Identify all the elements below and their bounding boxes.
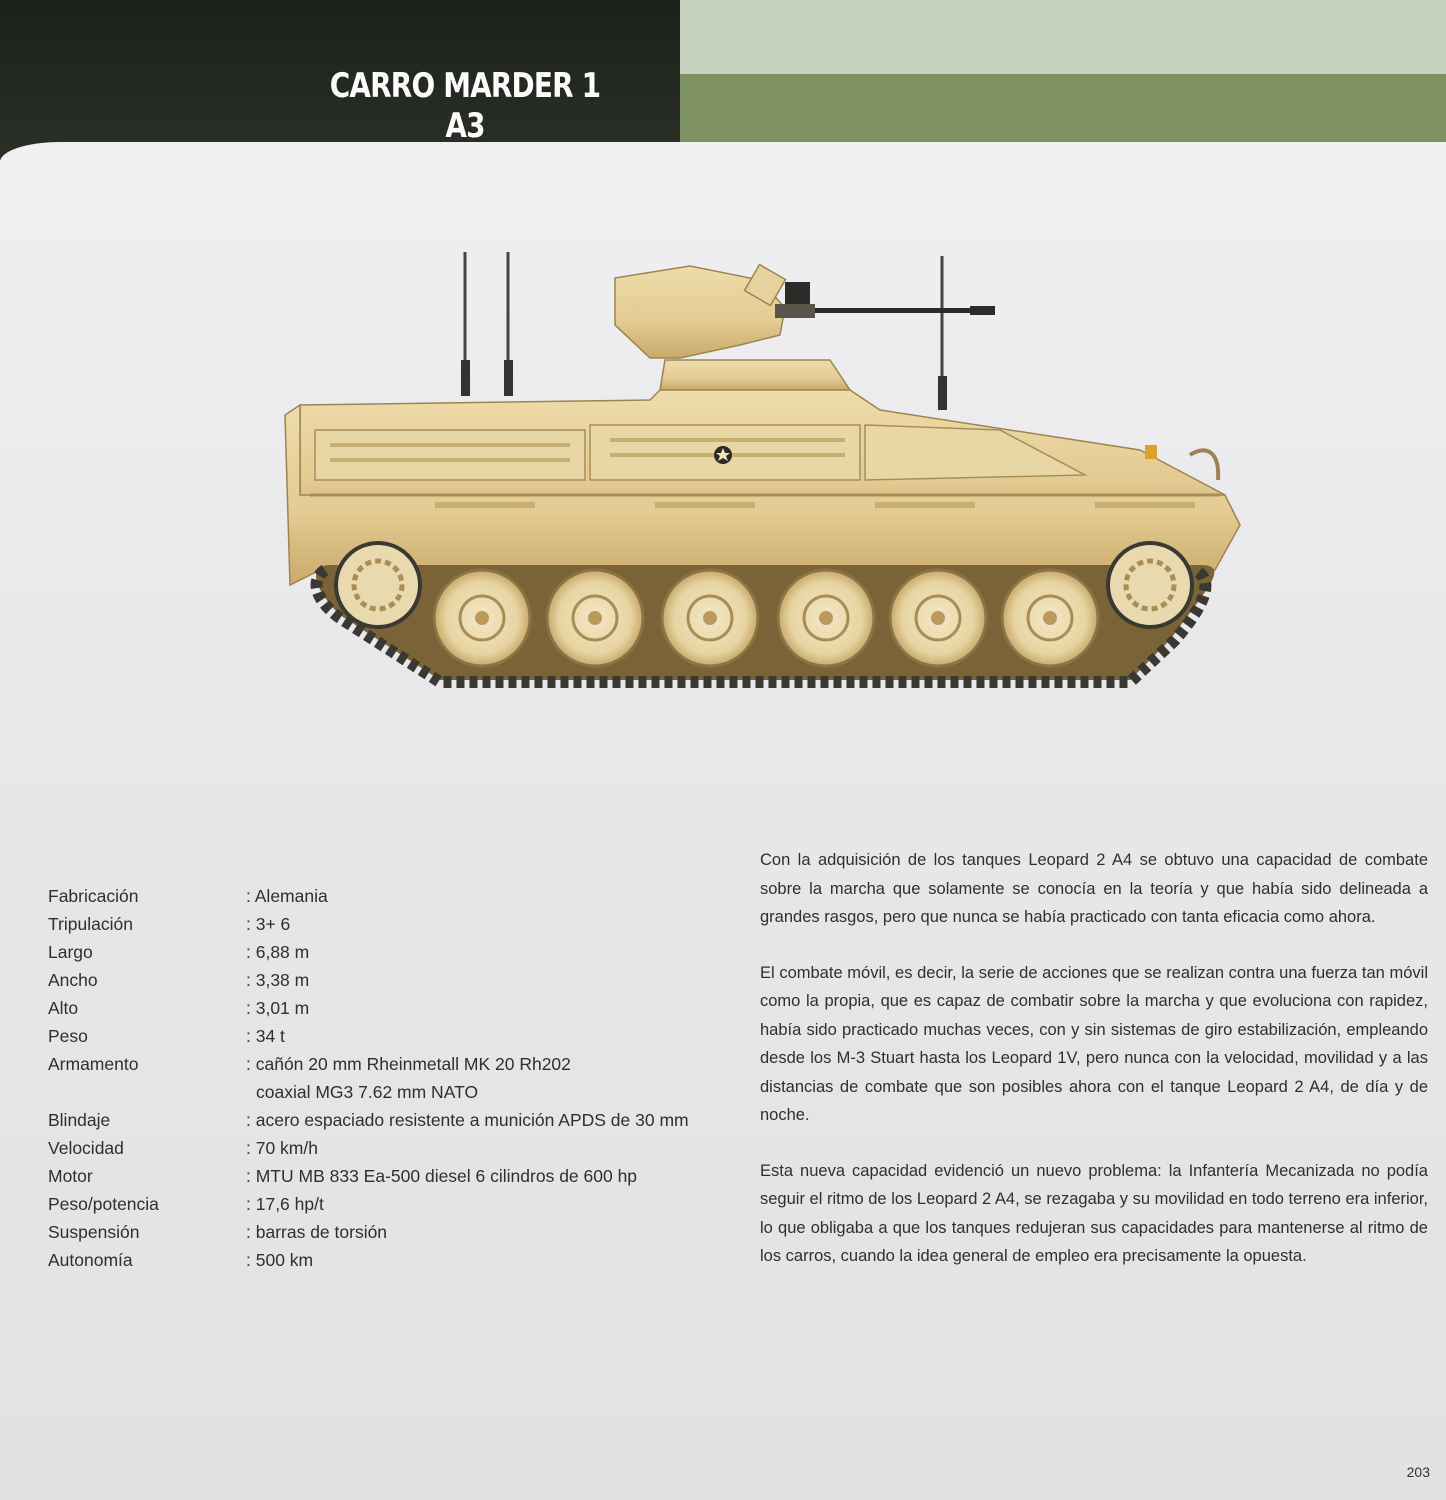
spec-row [48, 1050, 708, 1106]
spec-label: Velocidad [48, 1138, 124, 1158]
spec-label: Alto [48, 998, 79, 1018]
spec-row [48, 966, 708, 994]
spec-row [48, 994, 708, 1022]
spec-label: Autonomía [48, 1250, 133, 1270]
spec-value: : 3,38 m [246, 970, 310, 990]
spec-row [48, 1134, 708, 1162]
spec-value: : 3,01 m [246, 998, 310, 1018]
spec-label: Fabricación [48, 886, 139, 906]
body-text [760, 846, 1428, 1298]
spec-label: Suspensión [48, 1222, 140, 1242]
spec-value: : cañón 20 mm Rheinmetall MK 20 Rh202 coaxial MG3 7.62 mm NATO [246, 1054, 571, 1102]
spec-label: Motor [48, 1166, 93, 1186]
spec-label: Ancho [48, 970, 98, 990]
spec-label: Peso/potencia [48, 1194, 159, 1214]
spec-row [48, 1162, 708, 1190]
page-title: CARRO MARDER 1 A3 [329, 66, 601, 146]
spec-value: : 34 t [246, 1026, 285, 1046]
spec-label: Armamento [48, 1054, 139, 1074]
spec-label: Tripulación [48, 914, 133, 934]
spec-row [48, 1246, 708, 1274]
marder-vehicle-illustration [270, 240, 1250, 700]
spec-value: : 17,6 hp/t [246, 1194, 324, 1214]
paragraph: Esta nueva capacidad evidenció un nuevo problema: la Infantería Mecanizada no podía seguir el ritmo de los Leopard 2 A4, se rezagaba y su movilidad en todo terreno era inferior, lo que obligaba a que los tanques redujeran sus capacidades para mantenerse al ritmo de los carros, cuando la idea general de empleo era precisamente la opuesta. [760, 1161, 1428, 1265]
spec-row [48, 938, 708, 966]
spec-value: : acero espaciado resistente a munición APDS de 30 mm [246, 1110, 689, 1130]
spec-value: : MTU MB 833 Ea-500 diesel 6 cilindros de 600 hp [246, 1166, 638, 1186]
spec-value: : barras de torsión [246, 1222, 388, 1242]
spec-row [48, 1106, 708, 1134]
spec-list [48, 882, 708, 1274]
spec-row [48, 1190, 708, 1218]
spec-row [48, 1218, 708, 1246]
page-number: 203 [1406, 1464, 1430, 1480]
spec-row [48, 1022, 708, 1050]
spec-value: : 3+ 6 [246, 914, 291, 934]
spec-label: Largo [48, 942, 93, 962]
spec-value: : 6,88 m [246, 942, 310, 962]
spec-label: Peso [48, 1026, 88, 1046]
spec-value: : Alemania [246, 886, 328, 906]
paragraph: El combate móvil, es decir, la serie de acciones que se realizan contra una fuerza tan móvil como la propia, que es capaz de combatir sobre la marcha y que evoluciona con rapidez, había sido practicado muchas veces, con y sin sistemas de giro estabilización, empleando desde los M-3 Stuart hasta los Leopard 1V, pero nunca con la velocidad, movilidad y a las distancias de combate que son posibles ahora con el tanque Leopard 2 A4, de día y de noche. [760, 963, 1428, 1124]
header-light-band [680, 0, 1446, 74]
spec-value: : 500 km [246, 1250, 314, 1270]
spec-value: : 70 km/h [246, 1138, 318, 1158]
spec-label: Blindaje [48, 1110, 111, 1130]
spec-row [48, 882, 708, 910]
paragraph: Con la adquisición de los tanques Leopard 2 A4 se obtuvo una capacidad de combate sobre la marcha que solamente se conocía en la teoría y que había sido delineada a grandes rasgos, pero que nunca se había practicado con tanta eficacia como ahora. [760, 851, 1428, 926]
spec-row [48, 910, 708, 938]
